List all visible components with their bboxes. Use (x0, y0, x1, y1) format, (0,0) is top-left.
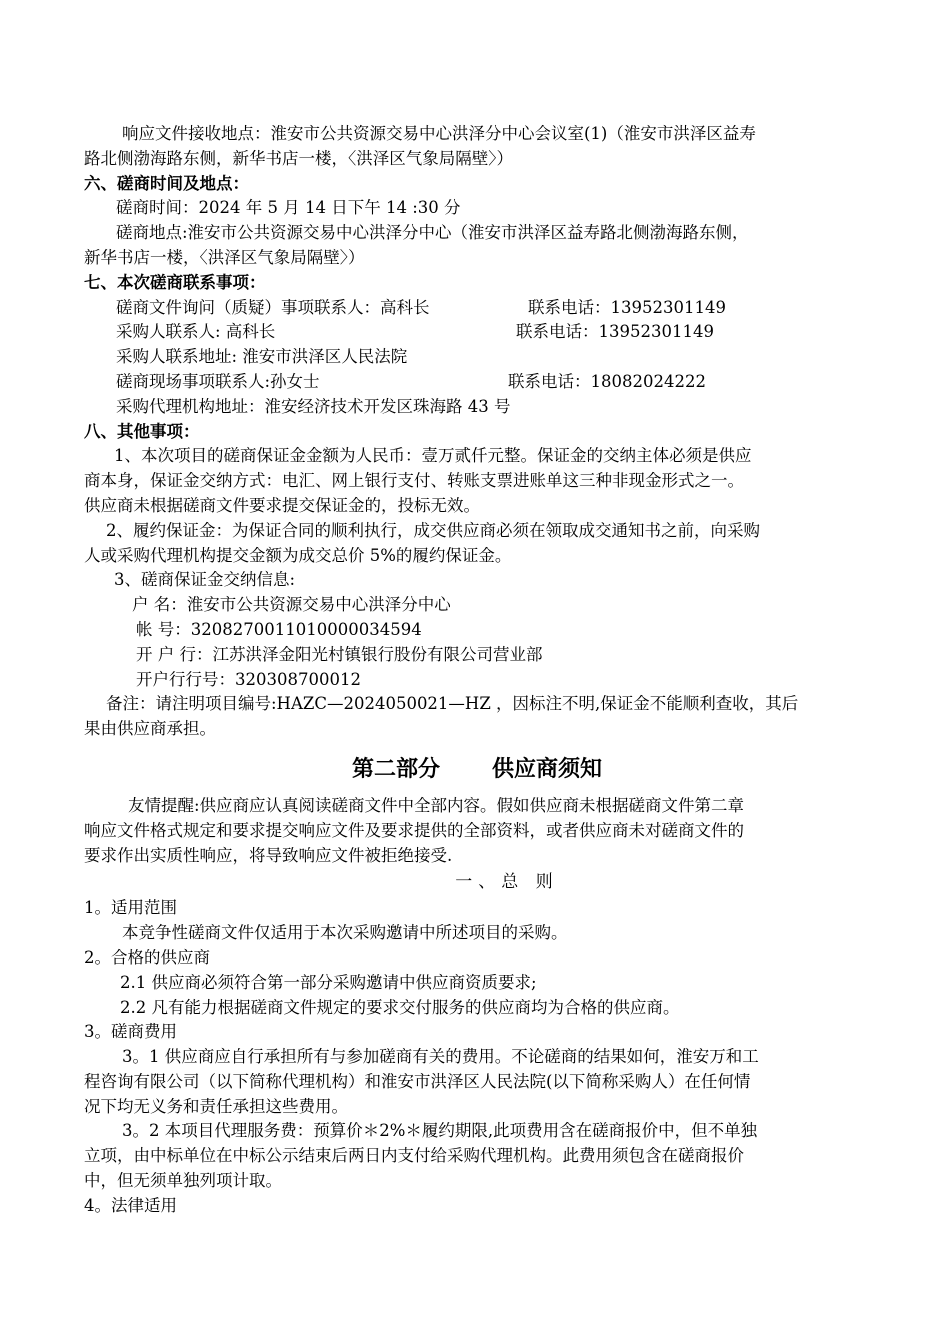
performance-para-line-2: 人或采购代理机构提交金额为成交总价 5%的履约保证金。 (84, 545, 512, 565)
clause-3-1-line-2: 程咨询有限公司（以下简称代理机构）和淮安市洪泽区人民法院(以下简称采购人）在任何情 (84, 1071, 751, 1091)
consult-time: 磋商时间：2024 年 5 月 14 日下午 14 :30 分 (116, 198, 461, 218)
deposit-info-heading: 3、磋商保证金交纳信息: (114, 570, 296, 590)
contact-onsite-label: 磋商现场事项联系人:孙女士 (116, 371, 320, 391)
part-2-name: 供应商须知 (492, 756, 603, 782)
contact-purchaser-label: 采购人联系人: 高科长 (116, 322, 276, 342)
contact-row-inquiry (84, 296, 870, 321)
clause-3-2-line-1: 3。2 本项目代理服务费：预算价＊2%＊履约期限,此项费用含在磋商报价中，但不单独 (122, 1121, 758, 1141)
deposit-para-line-1: 1、本次项目的磋商保证金金额为人民币：壹万贰仟元整。保证金的交纳主体必须是供应 (114, 446, 752, 466)
clause-1-heading: 1。适用范围 (84, 898, 177, 918)
consult-place-line-1: 磋商地点:淮安市公共资源交易中心洪泽分中心（淮安市洪泽区益寿路北侧渤海路东侧， (116, 223, 749, 243)
contact-row-purchaser (84, 320, 870, 345)
reminder-line-3: 要求作出实质性响应，将导致响应文件被拒绝接受. (84, 845, 453, 865)
section-8-heading: 八、其他事项： (84, 421, 200, 441)
purchaser-address: 采购人联系地址: 淮安市洪泽区人民法院 (116, 347, 408, 367)
deposit-para-line-3: 供应商未根据磋商文件要求提交保证金的，投标无效。 (84, 495, 480, 515)
section-7-heading: 七、本次磋商联系事项： (84, 272, 266, 292)
clause-3-1-line-3: 况下均无义务和责任承担这些费用。 (84, 1096, 348, 1116)
part-2-title (84, 746, 870, 794)
deposit-para-line-2: 商本身，保证金交纳方式：电汇、网上银行支付、转账支票进账单这三种非现金形式之一。 (84, 471, 744, 491)
account-number: 帐 号：32082700110100000345​94 (136, 619, 422, 639)
clause-3-heading: 3。磋商费用 (84, 1022, 177, 1042)
bank-code: 开户行行号：320308700012 (136, 669, 361, 689)
receipt-location-line-1: 响应文件接收地点：淮安市公共资源交易中心洪泽分中心会议室(1)（淮安市洪泽区益寿 (122, 124, 756, 143)
clause-3-2-line-3: 中，但无须单独列项计取。 (84, 1171, 282, 1191)
consult-place-line-2: 新华书店一楼，〈洪泽区气象局隔壁〉） (84, 247, 365, 267)
account-name: 户 名：淮安市公共资源交易中心洪泽分中心 (132, 595, 451, 615)
part-2-number: 第二部分 (351, 756, 440, 782)
document-page (84, 122, 870, 1219)
clause-2-heading: 2。合格的供应商 (84, 947, 210, 967)
general-heading: 一、总 则 (455, 872, 559, 893)
contact-purchaser-phone: 联系电话：13952301149 (516, 322, 714, 342)
note-line-1: 备注：请注明项目编号:HAZC—2024050021—HZ ，因标注不明,保证金不能顺利查收，其后 (106, 694, 799, 714)
contact-inquiry-phone: 联系电话：13952301149 (528, 297, 726, 317)
clause-2-2: 2.2 凡有能力根据磋商文件规定的要求交付服务的供应商均为合格的供应商。 (120, 997, 680, 1017)
performance-para-line-1: 2、履约保证金：为保证合同的顺利执行，成交供应商必须在领取成交通知书之前，向采购 (106, 520, 760, 540)
clause-3-2-line-2: 立项，由中标单位在中标公示结束后两日内支付给采购代理机构。此费用须包含在磋商报价 (84, 1146, 744, 1166)
contact-onsite-phone: 联系电话：18082024222 (508, 371, 706, 391)
clause-1-text: 本竞争性磋商文件仅适用于本次采购邀请中所述项目的采购。 (122, 923, 568, 943)
contact-row-onsite (84, 370, 870, 395)
clause-3-1-line-1: 3。1 供应商应自行承担所有与参加磋商有关的费用。不论磋商的结果如何，淮安万和工 (122, 1047, 759, 1067)
reminder-line-1: 友情提醒:供应商应认真阅读磋商文件中全部内容。假如供应商未根据磋商文件第二章 (128, 795, 745, 815)
note-line-2: 果由供应商承担。 (84, 719, 216, 739)
section-6-heading: 六、磋商时间及地点： (84, 173, 249, 193)
opening-bank: 开 户 行：江苏洪泽金阳光村镇银行股份有限公司营业部 (136, 644, 543, 664)
contact-inquiry-label: 磋商文件询问（质疑）事项联系人：高科长 (116, 297, 430, 317)
receipt-location-line-2: 路北侧渤海路东侧，新华书店一楼，〈洪泽区气象局隔壁〉） (84, 148, 513, 168)
agency-address: 采购代理机构地址：淮安经济技术开发区珠海路 43 号 (116, 396, 511, 416)
reminder-line-2: 响应文件格式规定和要求提交响应文件及要求提供的全部资料，或者供应商未对磋商文件的 (84, 820, 744, 840)
clause-2-1: 2.1 供应商必须符合第一部分采购邀请中供应商资质要求; (120, 972, 537, 992)
clause-4-heading: 4。法律适用 (84, 1195, 177, 1215)
